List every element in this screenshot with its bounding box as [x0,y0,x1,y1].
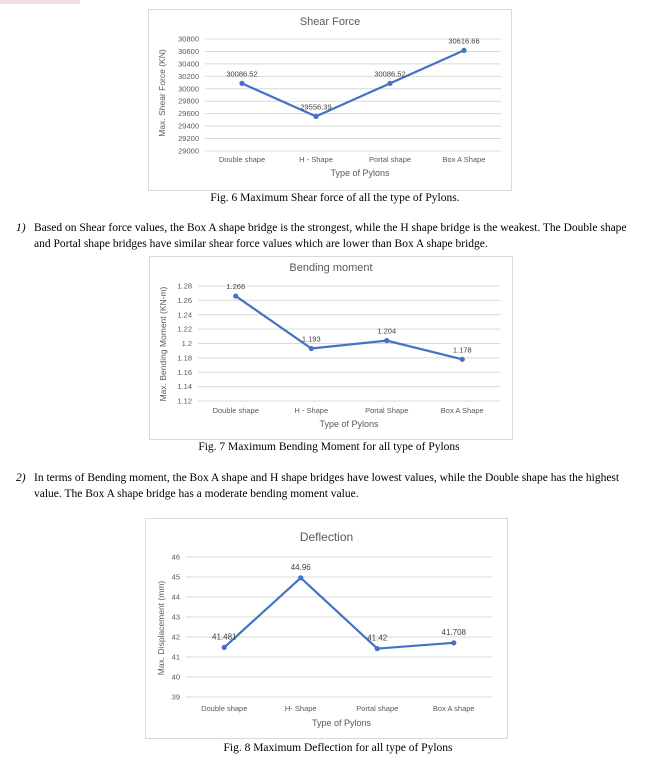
x-tick-label: Portal shape [356,704,399,713]
y-tick-label: 29600 [178,109,199,119]
x-tick-label: H- Shape [284,704,317,713]
chart-plot [149,10,511,190]
data-label: 1.204 [377,326,397,336]
y-tick-label: 29800 [178,96,199,106]
data-point [384,338,389,343]
y-axis-title: Max. Shear Force (KN) [157,49,167,137]
data-point [461,48,466,53]
paragraph-number: 1) [16,222,26,234]
y-tick-label: 1.26 [177,295,192,305]
x-tick-label: Box A Shape [440,406,484,415]
x-axis-title: Type of Pylons [319,419,379,429]
data-point [239,81,244,86]
data-point [298,575,303,580]
series-line [242,50,464,116]
y-tick-label: 43 [171,612,180,622]
x-tick-label: Box A shape [432,704,475,713]
paragraph-2 [16,470,638,504]
x-tick-label: Double shape [201,704,248,713]
x-tick-label: Double shape [212,406,259,415]
y-tick-label: 1.12 [177,396,192,406]
data-point [233,293,238,298]
data-point [313,114,318,119]
data-point [375,646,380,651]
y-tick-label: 1.16 [177,367,192,377]
data-label: 30616.66 [448,36,480,46]
data-label: 1.266 [226,282,246,292]
y-tick-label: 30400 [178,59,199,69]
y-tick-label: 29400 [178,121,199,131]
y-tick-label: 44 [171,592,180,602]
data-label: 41.42 [367,633,388,643]
bending-moment-chart [149,256,513,440]
y-tick-label: 1.18 [177,353,192,363]
chart-title: Deflection [299,530,354,544]
y-tick-label: 40 [171,672,180,682]
figure-caption: Fig. 6 Maximum Shear force of all the type of Pylons. [210,192,460,204]
paragraph-1 [16,220,638,254]
series-line [224,578,454,649]
x-tick-label: Box A Shape [442,155,486,164]
chart-plot [150,257,512,439]
y-tick-label: 1.24 [177,310,192,320]
y-tick-label: 1.14 [177,382,192,392]
data-label: 41.481 [212,632,237,642]
chart-title: Bending moment [289,262,373,274]
figure-caption: Fig. 8 Maximum Deflection for all type of Pylons [223,742,453,754]
shear-force-chart [148,9,512,191]
y-tick-label: 1.28 [177,281,192,291]
x-axis-title: Type of Pylons [311,718,372,728]
chart-plot [146,519,507,738]
data-label: 1.193 [301,334,321,344]
y-tick-label: 1.22 [177,324,192,334]
data-label: 29556.39 [300,102,332,112]
y-tick-label: 29200 [178,134,199,144]
series-line [236,296,463,359]
x-tick-label: Double shape [218,155,266,164]
chart-title: Shear Force [299,16,361,28]
y-axis-title: Max. Bending Moment (KN-m) [158,286,168,402]
data-label: 44.96 [290,562,311,572]
y-tick-label: 41 [171,652,180,662]
y-tick-label: 46 [171,552,180,562]
y-tick-label: 29000 [178,146,199,156]
paragraph-text: Based on Shear force values, the Box A shape bridge is the strongest, while the H shape bridge is the weakest. The Double shape and Portal shape bridges have similar shear force values which are lower than Box A shape bridge. [34,222,627,250]
data-label: 30086.52 [374,69,406,79]
y-tick-label: 30200 [178,71,199,81]
data-point [222,645,227,650]
x-tick-label: Portal Shape [365,406,409,415]
paragraph-number: 2) [16,472,26,484]
y-tick-label: 45 [171,572,180,582]
x-tick-label: H - Shape [299,155,333,164]
data-label: 41.708 [441,627,466,637]
data-label: 1.178 [452,345,472,355]
y-tick-label: 30000 [178,84,199,94]
y-tick-label: 1.2 [181,339,192,348]
paragraph-text: In terms of Bending moment, the Box A shape and H shape bridges have lowest values, while the Double shape has the highest value. The Box A shape bridge has a moderate bending moment value. [34,472,620,500]
data-label: 30086.52 [226,69,258,79]
y-tick-label: 30800 [178,34,199,44]
x-tick-label: Portal shape [368,155,412,164]
data-point [387,81,392,86]
deflection-chart [145,518,508,739]
data-point [460,357,465,362]
x-tick-label: H - Shape [294,406,329,415]
figure-caption: Fig. 7 Maximum Bending Moment for all type of Pylons [198,441,460,453]
y-tick-label: 39 [171,692,180,702]
data-point [451,640,456,645]
data-point [309,346,314,351]
top-left-decoration [0,0,80,4]
x-axis-title: Type of Pylons [330,168,390,178]
y-axis-title: Max. Displacement (mm) [156,580,166,676]
y-tick-label: 30600 [178,46,199,56]
y-tick-label: 42 [171,632,180,642]
